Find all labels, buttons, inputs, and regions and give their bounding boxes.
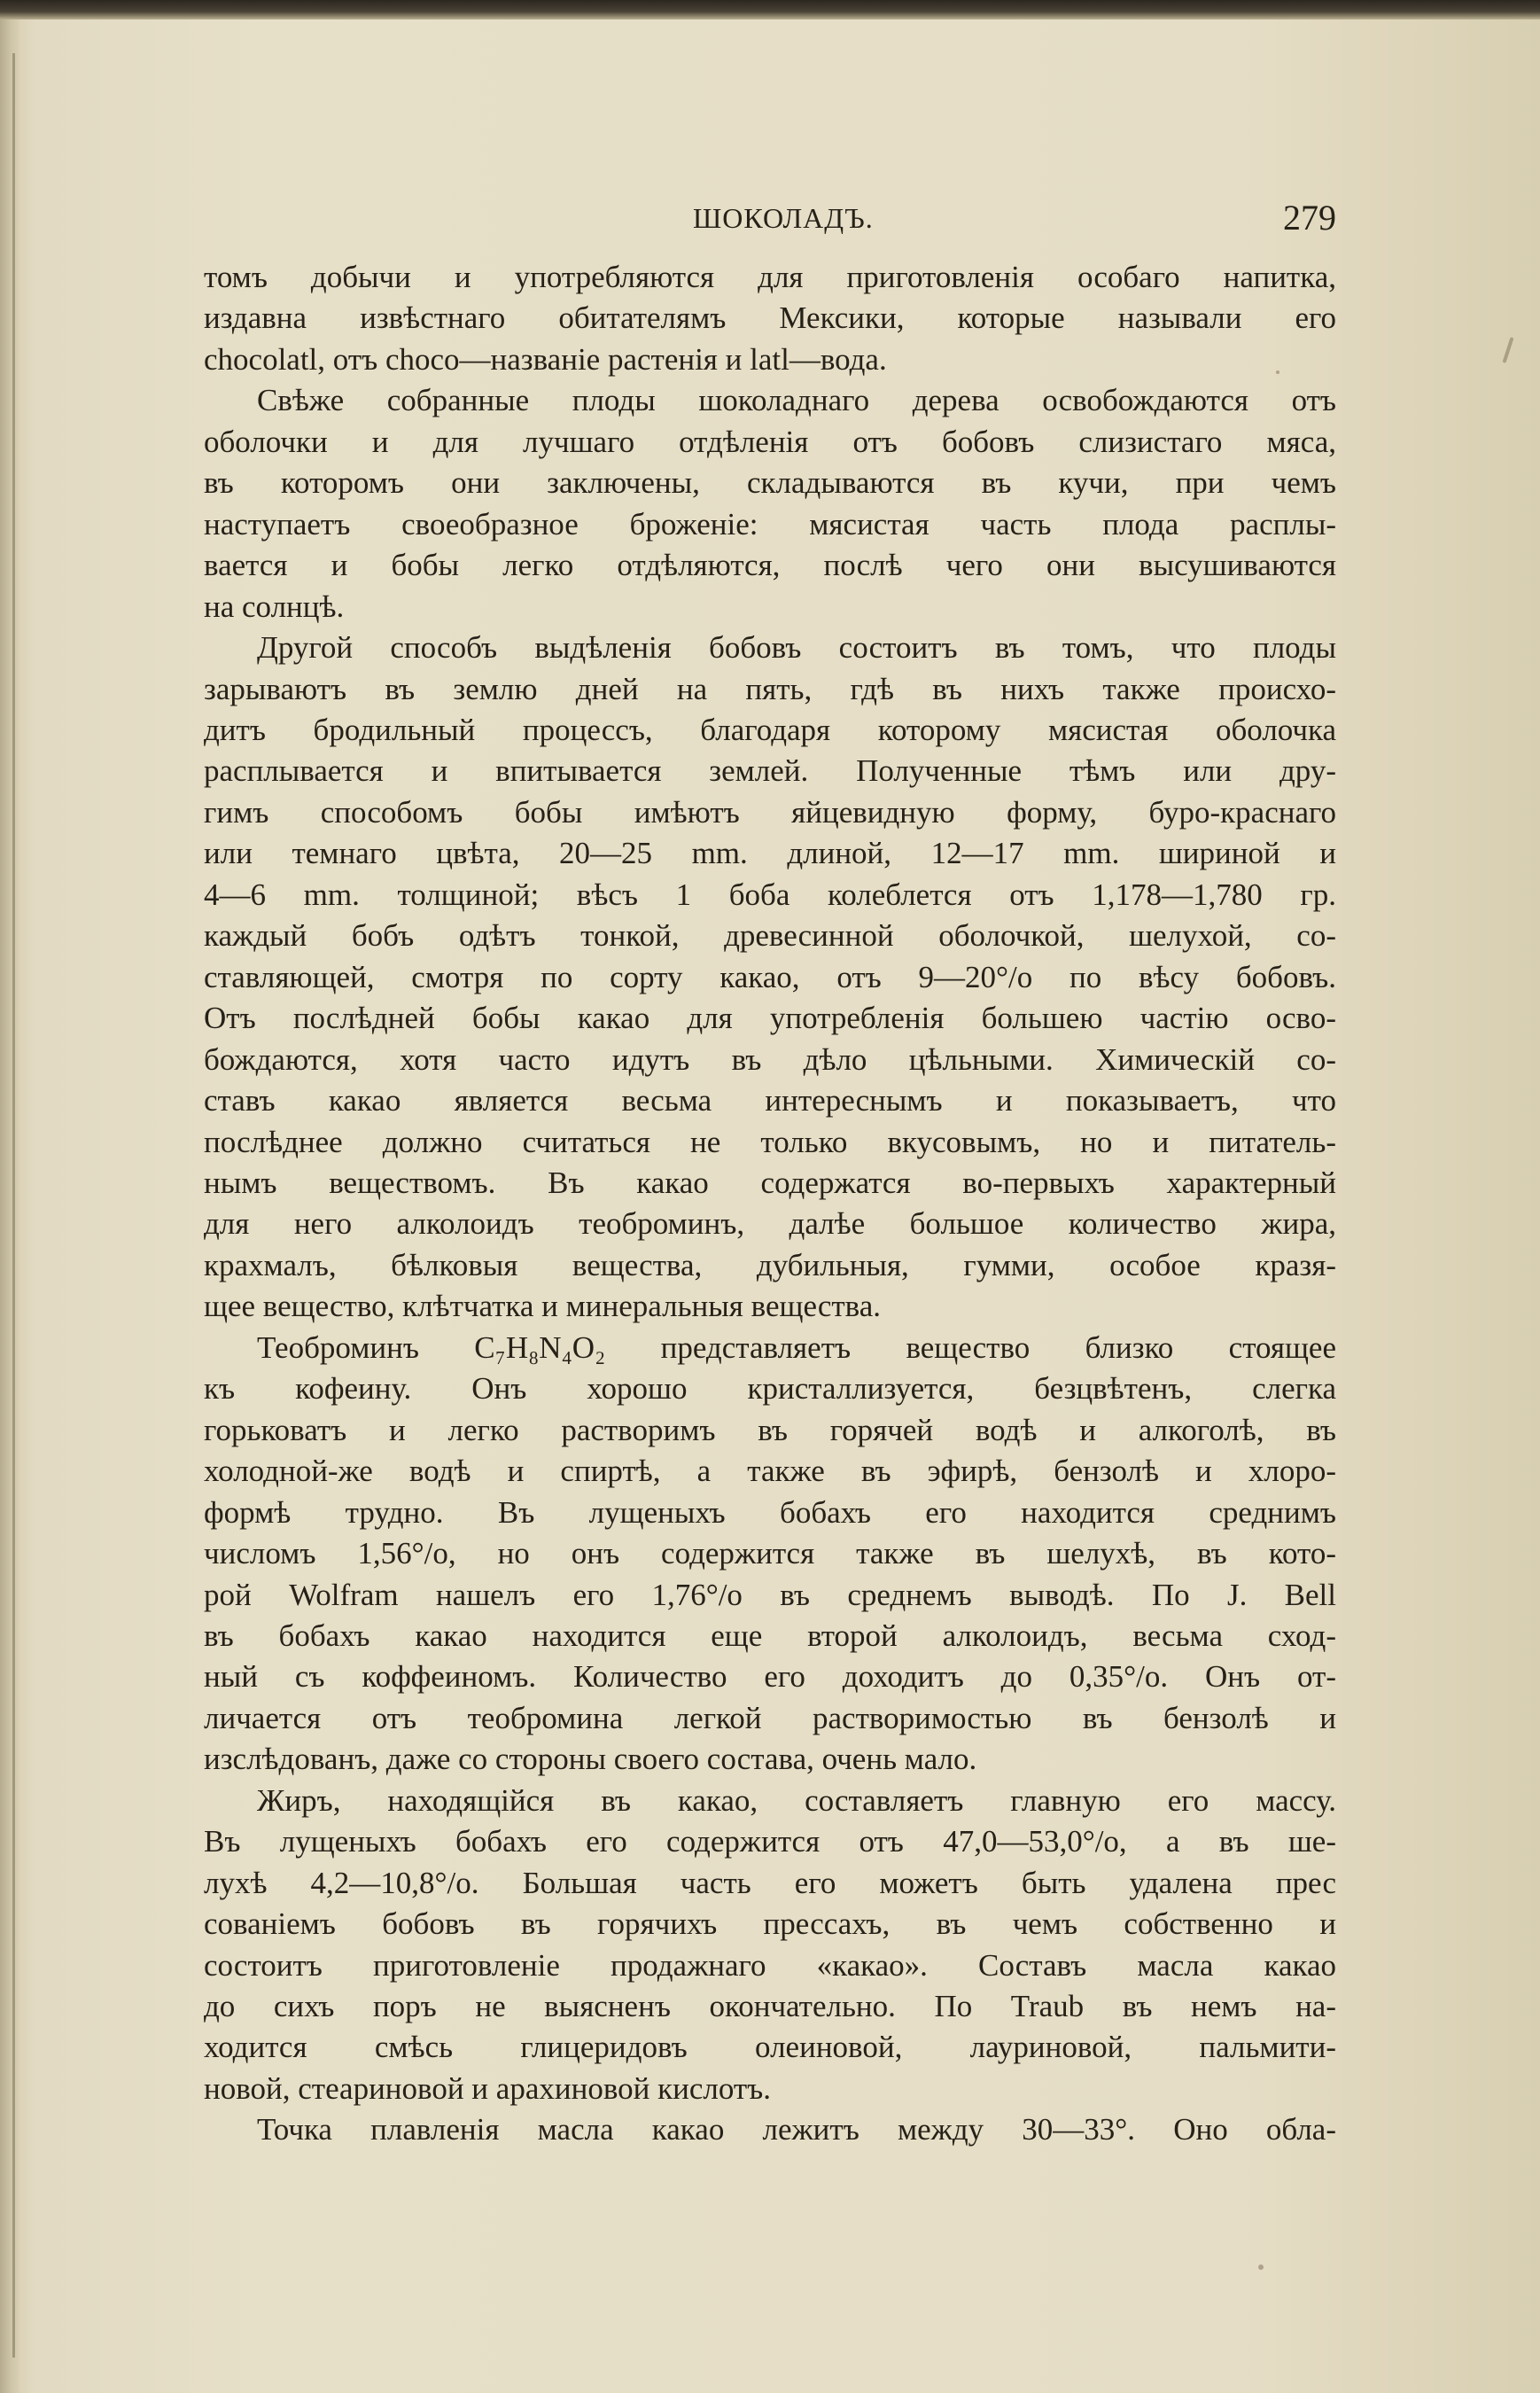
text-line: лухѣ 4,2—10,8°/o. Большая часть его можетъ быть удалена прес <box>204 1865 1336 1900</box>
text-line: изслѣдованъ, даже со стороны своего состава, очень мало. <box>204 1742 977 1777</box>
paragraph <box>204 380 1336 627</box>
text-line: рой Wolfram нашелъ его 1,76°/o въ среднемъ выводѣ. По J. Bell <box>204 1577 1336 1612</box>
text-line: Въ лущеныхъ бобахъ его содержится отъ 47,0—53,0°/o, а въ ше- <box>204 1824 1336 1859</box>
text-line: вается и бобы легко отдѣляются, послѣ чего они высушиваются <box>204 548 1336 583</box>
text-line: въ бобахъ какао находится еще второй алколоидъ, весьма сход- <box>204 1617 1336 1653</box>
text-line: томъ добычи и употребляются для приготовленія особаго напитка, <box>204 260 1336 294</box>
text-line: до сихъ поръ не выясненъ окончательно. По Traub въ немъ на- <box>204 1989 1336 2024</box>
text-line: каждый бобъ одѣтъ тонкой, древесинной оболочкой, шелухой, со- <box>204 918 1336 954</box>
text-line: новой, стеариновой и арахиновой кислотъ. <box>204 2070 771 2106</box>
text-line: издавна извѣстнаго обитателямъ Мексики, которые называли его <box>204 300 1336 336</box>
text-line: ставъ какао является весьма интереснымъ и показываетъ, что <box>204 1083 1336 1119</box>
text-line: 4—6 mm. толщиной; вѣсъ 1 боба колеблется отъ 1,178—1,780 гр. <box>204 877 1336 912</box>
text-line: горьковатъ и легко растворимъ въ горячей водѣ и алкоголѣ, въ <box>204 1412 1336 1447</box>
text-line: Свѣже собранные плоды шоколаднаго дерева освобождаются отъ <box>257 383 1336 418</box>
text-line: на солнцѣ. <box>204 589 345 624</box>
scan-speck <box>1258 2264 1264 2270</box>
text-line: ный съ коффеиномъ. Количество его доходитъ до 0,35°/o. Онъ от- <box>204 1659 1336 1695</box>
text-line: личается отъ теобромина легкой растворимостью въ бензолѣ и <box>204 1700 1336 1735</box>
scan-mark <box>1502 337 1513 363</box>
text-line: Точка плавленія масла какао лежитъ между 30—33°. Оно обла- <box>257 2112 1336 2147</box>
text-line: или темнаго цвѣта, 20—25 mm. длиной, 12—17 mm. шириной и <box>204 836 1336 871</box>
text-line: холодной-же водѣ и спиртѣ, а также въ эфирѣ, бензолѣ и хлоро- <box>204 1454 1336 1489</box>
text-line: гимъ способомъ бобы имѣютъ яйцевидную форму, буро-краснаго <box>204 794 1336 830</box>
text-line: расплывается и впитывается землей. Полученные тѣмъ или дру- <box>204 753 1336 789</box>
page-top-edge <box>0 0 1540 19</box>
text-line: Теоброминъ C₇H₈N₄O₂ представляетъ вещество близко стоящее <box>257 1329 1336 1365</box>
text-line: къ кофеину. Онъ хорошо кристаллизуется, безцвѣтенъ, слегка <box>204 1371 1336 1407</box>
text-line: числомъ 1,56°/o, но онъ содержится также въ шелухѣ, въ кото- <box>204 1536 1336 1571</box>
page-header <box>204 197 1336 241</box>
paragraph <box>204 257 1336 380</box>
text-line: для него алколоидъ теоброминъ, далѣе большое количество жира, <box>204 1206 1336 1242</box>
running-title: ШОКОЛАДЪ. <box>693 202 874 234</box>
page-number: 279 <box>1283 198 1336 238</box>
text-line: сованіемъ бобовъ въ горячихъ прессахъ, въ чемъ собственно и <box>204 1906 1336 1942</box>
paragraph <box>204 1328 1336 1781</box>
scan-speck <box>1276 370 1279 374</box>
text-line: состоитъ приготовленіе продажнаго «какао». Составъ масла какао <box>204 1947 1336 1983</box>
text-line: послѣднее должно считаться не только вкусовымъ, но и питатель- <box>204 1124 1336 1159</box>
text-line: крахмалъ, бѣлковыя вещества, дубильныя, гумми, особое кразя- <box>204 1247 1336 1282</box>
text-line: щее вещество, клѣтчатка и минеральныя вещества. <box>204 1289 882 1324</box>
binding-fold-line <box>12 53 15 2358</box>
paragraph <box>204 627 1336 1328</box>
text-line: зарываютъ въ землю дней на пять, гдѣ въ нихъ также происхо- <box>204 671 1336 706</box>
page-left-edge <box>0 19 19 2393</box>
paragraph <box>204 2109 1336 2150</box>
text-line: наступаетъ своеобразное броженіе: мясистая часть плода расплы- <box>204 506 1336 542</box>
text-line: Другой способъ выдѣленія бобовъ состоитъ въ томъ, что плоды <box>257 630 1336 666</box>
text-line: Отъ послѣдней бобы какао для употребленія большею частію осво- <box>204 1001 1336 1036</box>
text-line: chocolatl, отъ choco—названіе растенія и latl—вода. <box>204 341 887 377</box>
text-line: Жиръ, находящійся въ какао, составляетъ главную его массу. <box>257 1782 1336 1818</box>
text-line: оболочки и для лучшаго отдѣленія отъ бобовъ слизистаго мяса, <box>204 424 1336 459</box>
text-line: ходится смѣсь глицеридовъ олеиновой, лауриновой, пальмити- <box>204 2030 1336 2065</box>
text-line: нымъ веществомъ. Въ какао содержатся во-первыхъ характерный <box>204 1165 1336 1200</box>
paragraph <box>204 1781 1336 2110</box>
text-line: въ которомъ они заключены, складываются въ кучи, при чемъ <box>204 465 1336 501</box>
text-line: дитъ бродильный процессъ, благодаря которому мясистая оболочка <box>204 712 1336 747</box>
text-line: формѣ трудно. Въ лущеныхъ бобахъ его находится среднимъ <box>204 1494 1336 1530</box>
text-line: бождаются, хотя часто идутъ въ дѣло цѣльными. Химическій со- <box>204 1041 1336 1077</box>
text-line: ставляющей, смотря по сорту какао, отъ 9—20°/o по вѣсу бобовъ. <box>204 959 1336 994</box>
body-text <box>204 257 1336 2151</box>
